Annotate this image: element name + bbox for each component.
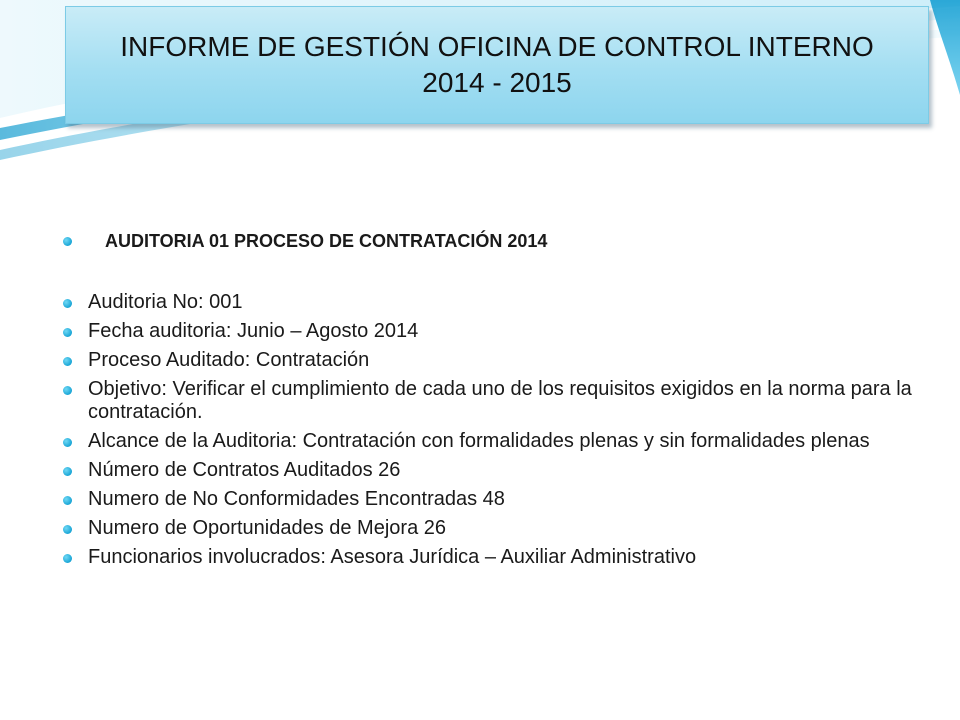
- bullet-icon: [63, 299, 72, 308]
- item-text: Numero de No Conformidades Encontradas 48: [88, 488, 505, 510]
- title-box: [65, 6, 929, 124]
- bullet-icon: [63, 328, 72, 337]
- bullet-icon: [63, 467, 72, 476]
- list-item: [62, 291, 942, 314]
- bullet-icon: [63, 496, 72, 505]
- item-text: Numero de Oportunidades de Mejora 26: [88, 517, 446, 539]
- list-item: [62, 488, 942, 511]
- list-item: [62, 378, 942, 424]
- bullet-icon: [63, 237, 72, 246]
- slide-subtitle-years: 2014 - 2015: [422, 67, 572, 98]
- item-text: Número de Contratos Auditados 26: [88, 459, 401, 481]
- list-item: [62, 517, 942, 540]
- list-item: [62, 459, 942, 482]
- item-text: Proceso Auditado: Contratación: [88, 349, 370, 371]
- audit-heading: AUDITORIA 01 PROCESO DE CONTRATACIÓN 2014: [105, 231, 548, 251]
- item-text: Fecha auditoria: Junio – Agosto 2014: [88, 320, 419, 342]
- item-text: Alcance de la Auditoria: Contratación con formalidades plenas y sin formalidades plenas: [88, 430, 870, 452]
- item-text: Auditoria No: 001: [88, 291, 243, 313]
- list-item: [62, 320, 942, 343]
- list-item-heading: [62, 230, 942, 253]
- bullet-icon: [63, 554, 72, 563]
- list-item: [62, 546, 942, 569]
- bullet-list: [62, 230, 942, 575]
- bullet-icon: [63, 525, 72, 534]
- slide-title: INFORME DE GESTIÓN OFICINA DE CONTROL INTERNO: [120, 31, 874, 62]
- item-text: Objetivo: Verificar el cumplimiento de cada uno de los requisitos exigidos en la norma para la contratación.: [88, 378, 912, 423]
- bullet-icon: [63, 386, 72, 395]
- list-item: [62, 430, 942, 453]
- list-item: [62, 349, 942, 372]
- bullet-icon: [63, 438, 72, 447]
- bullet-icon: [63, 357, 72, 366]
- item-text: Funcionarios involucrados: Asesora Jurídica – Auxiliar Administrativo: [88, 546, 697, 568]
